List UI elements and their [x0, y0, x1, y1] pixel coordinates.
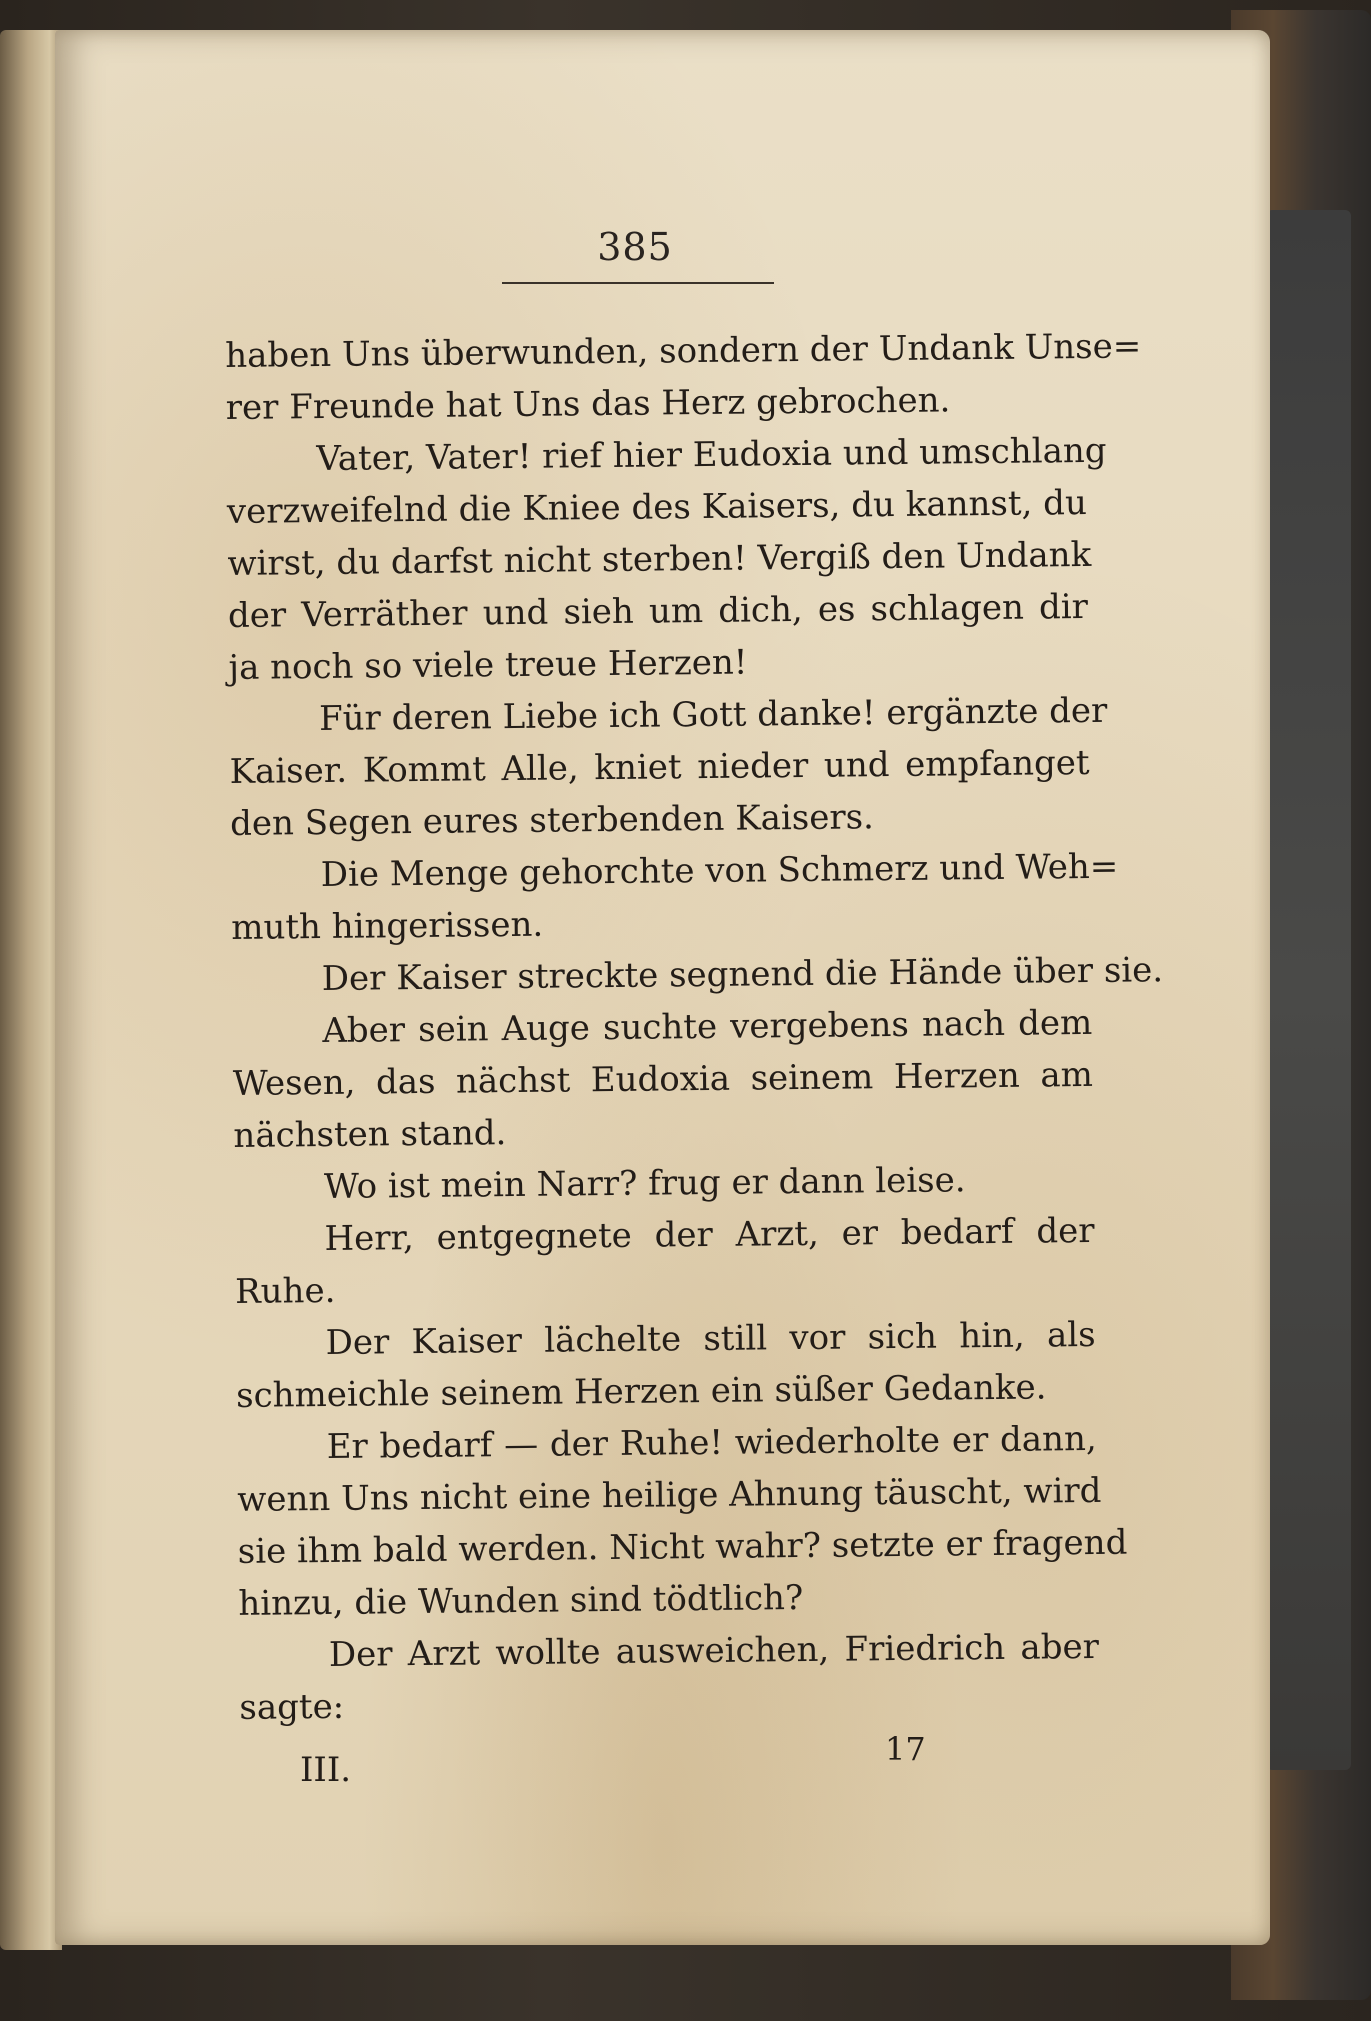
text-line: der Verräther und sieh um dich, es schlagen dir	[227, 586, 1089, 636]
text-line: Der Arzt wollte ausweichen, Friedrich aber	[328, 1626, 1100, 1675]
text-line: rer Freunde hat Uns das Herz gebrochen.	[225, 380, 951, 428]
book-spine-edge	[0, 30, 62, 1950]
text-line: Herr, entgegnete der Arzt, er bedarf der	[324, 1210, 1095, 1260]
text-line: Für deren Liebe ich Gott danke! ergänzte der	[318, 690, 1108, 740]
body-text	[225, 321, 1164, 1734]
text-line: ja noch so viele treue Herzen!	[228, 642, 748, 688]
text-line: Der Kaiser lächelte still vor sich hin, als	[325, 1314, 1096, 1364]
sheet-number: 17	[885, 1730, 926, 1768]
text-line: Er bedarf — der Ruhe! wiederholte er dann,	[326, 1418, 1097, 1467]
page-sheet	[55, 30, 1270, 1945]
page-number: 385	[597, 225, 673, 269]
text-line: Aber sein Auge suchte vergebens nach dem	[322, 1002, 1093, 1052]
text-line: Ruhe.	[234, 1270, 336, 1312]
text-line: Die Menge gehorchte von Schmerz und Weh=	[320, 846, 1119, 896]
text-line: wenn Uns nicht eine heilige Ahnung täuscht, wird	[237, 1470, 1102, 1520]
text-line: Wo ist mein Narr? frug er dann leise.	[323, 1160, 966, 1208]
text-line: nächsten stand.	[233, 1113, 507, 1156]
text-line: Kaiser. Kommt Alle, kniet nieder und empfanget	[229, 742, 1090, 792]
text-line: hinzu, die Wunden sind tödtlich?	[238, 1578, 804, 1624]
text-line: sagte:	[239, 1686, 345, 1728]
text-line: verzweifelnd die Kniee des Kaisers, du kannst, du	[226, 482, 1088, 532]
text-line: Wesen, das nächst Eudoxia seinem Herzen am	[232, 1054, 1094, 1104]
text-line: den Segen eures sterbenden Kaisers.	[229, 797, 875, 844]
text-line: sie ihm bald werden. Nicht wahr? setzte er fragend	[237, 1522, 1128, 1572]
cover-leather-strip	[1266, 210, 1351, 1770]
signature-mark: III.	[300, 1750, 352, 1790]
text-line: muth hingerissen.	[231, 904, 544, 948]
text-line: haben Uns überwunden, sondern der Undank Unse=	[225, 326, 1142, 376]
header-rule	[502, 282, 774, 284]
text-line: Der Kaiser streckte segnend die Hände über sie.	[321, 950, 1164, 1000]
text-line: wirst, du darfst nicht sterben! Vergiß den Undank	[227, 534, 1092, 584]
text-line: schmeichle seinem Herzen ein süßer Gedanke.	[235, 1367, 1047, 1416]
text-line: Vater, Vater! rief hier Eudoxia und umschlang	[316, 430, 1107, 480]
